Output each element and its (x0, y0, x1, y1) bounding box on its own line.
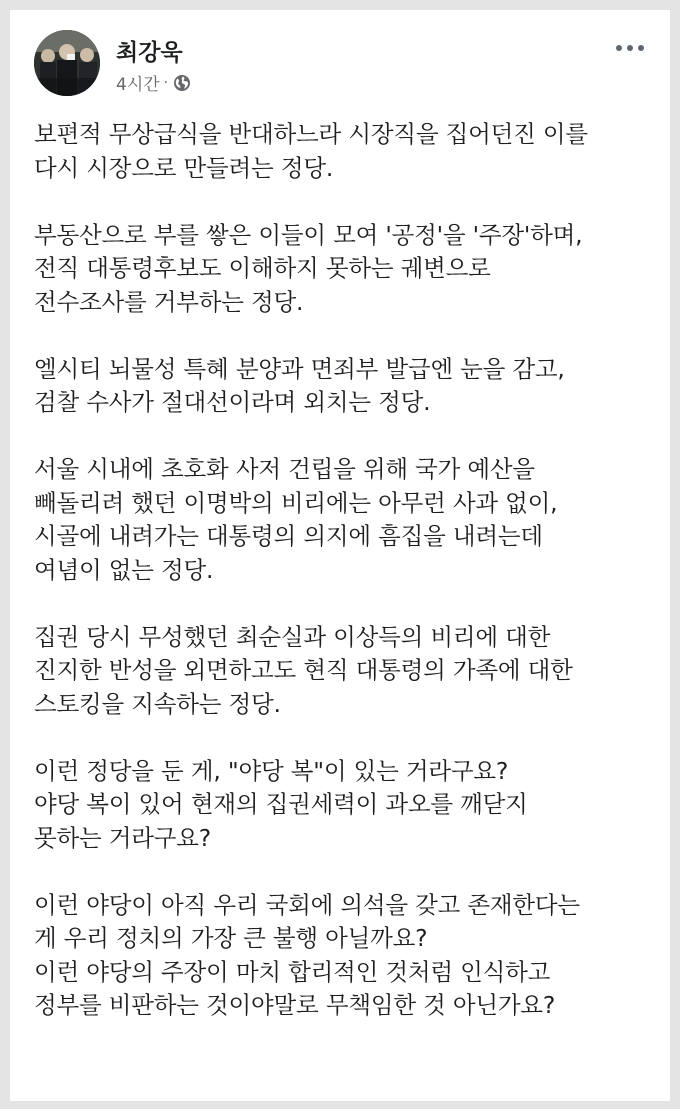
post-text-line: 엘시티 뇌물성 특혜 분양과 면죄부 발급엔 눈을 감고, (34, 354, 565, 383)
post-text-line: 못하는 거라구요? (34, 823, 212, 852)
post-text-line: 부동산으로 부를 쌓은 이들이 모여 '공정'을 '주장'하며, (34, 220, 583, 249)
post-text-line: 다시 시장으로 만들려는 정당. (34, 153, 334, 182)
author-name[interactable]: 최강욱 (116, 40, 183, 66)
post-text-line: 보편적 무상급식을 반대하느라 시장직을 집어던진 이를 (34, 120, 588, 148)
post-text-line: 전직 대통령후보도 이해하지 못하는 궤변으로 (34, 254, 491, 282)
more-options-icon[interactable] (610, 36, 650, 60)
globe-icon[interactable] (173, 74, 191, 92)
post-text-line: 게 우리 정치의 가장 큰 불행 아닐까요? (34, 924, 428, 952)
post-paragraph (34, 219, 650, 320)
post-paragraph (34, 755, 650, 856)
post-text-line: 진지한 반성을 외면하고도 현직 대통령의 가족에 대한 (34, 656, 573, 684)
post-text-line: 이런 야당의 주장이 마치 합리적인 것처럼 인식하고 (34, 957, 551, 986)
post-paragraph (34, 889, 650, 1023)
post-text-line: 빼돌리려 했던 이명박의 비리에는 아무런 사과 없이, (34, 488, 558, 517)
post-text-line: 이런 야당이 아직 우리 국회에 의석을 갖고 존재한다는 (34, 890, 580, 919)
post-text-line: 시골에 내려가는 대통령의 의지에 흠집을 내려는데 (34, 522, 543, 550)
post-paragraph (34, 621, 650, 722)
avatar-photo (34, 30, 100, 96)
post-time[interactable]: 4시간 (116, 75, 160, 95)
post-body (34, 118, 650, 1056)
post-text-line: 스토킹을 지속하는 정당. (34, 689, 281, 718)
post-text-line: 검찰 수사가 절대선이라며 외치는 정당. (34, 388, 431, 416)
post-text-line: 정부를 비판하는 것이야말로 무책임한 것 아닌가요? (34, 991, 556, 1019)
post-text-line: 전수조사를 거부하는 정당. (34, 287, 304, 316)
avatar[interactable] (34, 30, 100, 96)
post-text-line: 야당 복이 있어 현재의 집권세력이 과오를 깨닫지 (34, 790, 528, 818)
post-card (10, 10, 670, 1101)
post-header (32, 30, 650, 100)
meta-separator: · (163, 74, 169, 91)
post-paragraph (34, 353, 650, 420)
post-text-line: 이런 정당을 둔 게, "야당 복"이 있는 거라구요? (34, 756, 509, 785)
post-text-line: 여념이 없는 정당. (34, 555, 214, 584)
post-text-line: 집권 당시 무성했던 최순실과 이상득의 비리에 대한 (34, 622, 551, 651)
post-text-line: 서울 시내에 초호화 사저 건립을 위해 국가 예산을 (34, 455, 535, 483)
post-paragraph (34, 453, 650, 587)
post-meta (116, 70, 191, 95)
post-paragraph (34, 118, 650, 185)
